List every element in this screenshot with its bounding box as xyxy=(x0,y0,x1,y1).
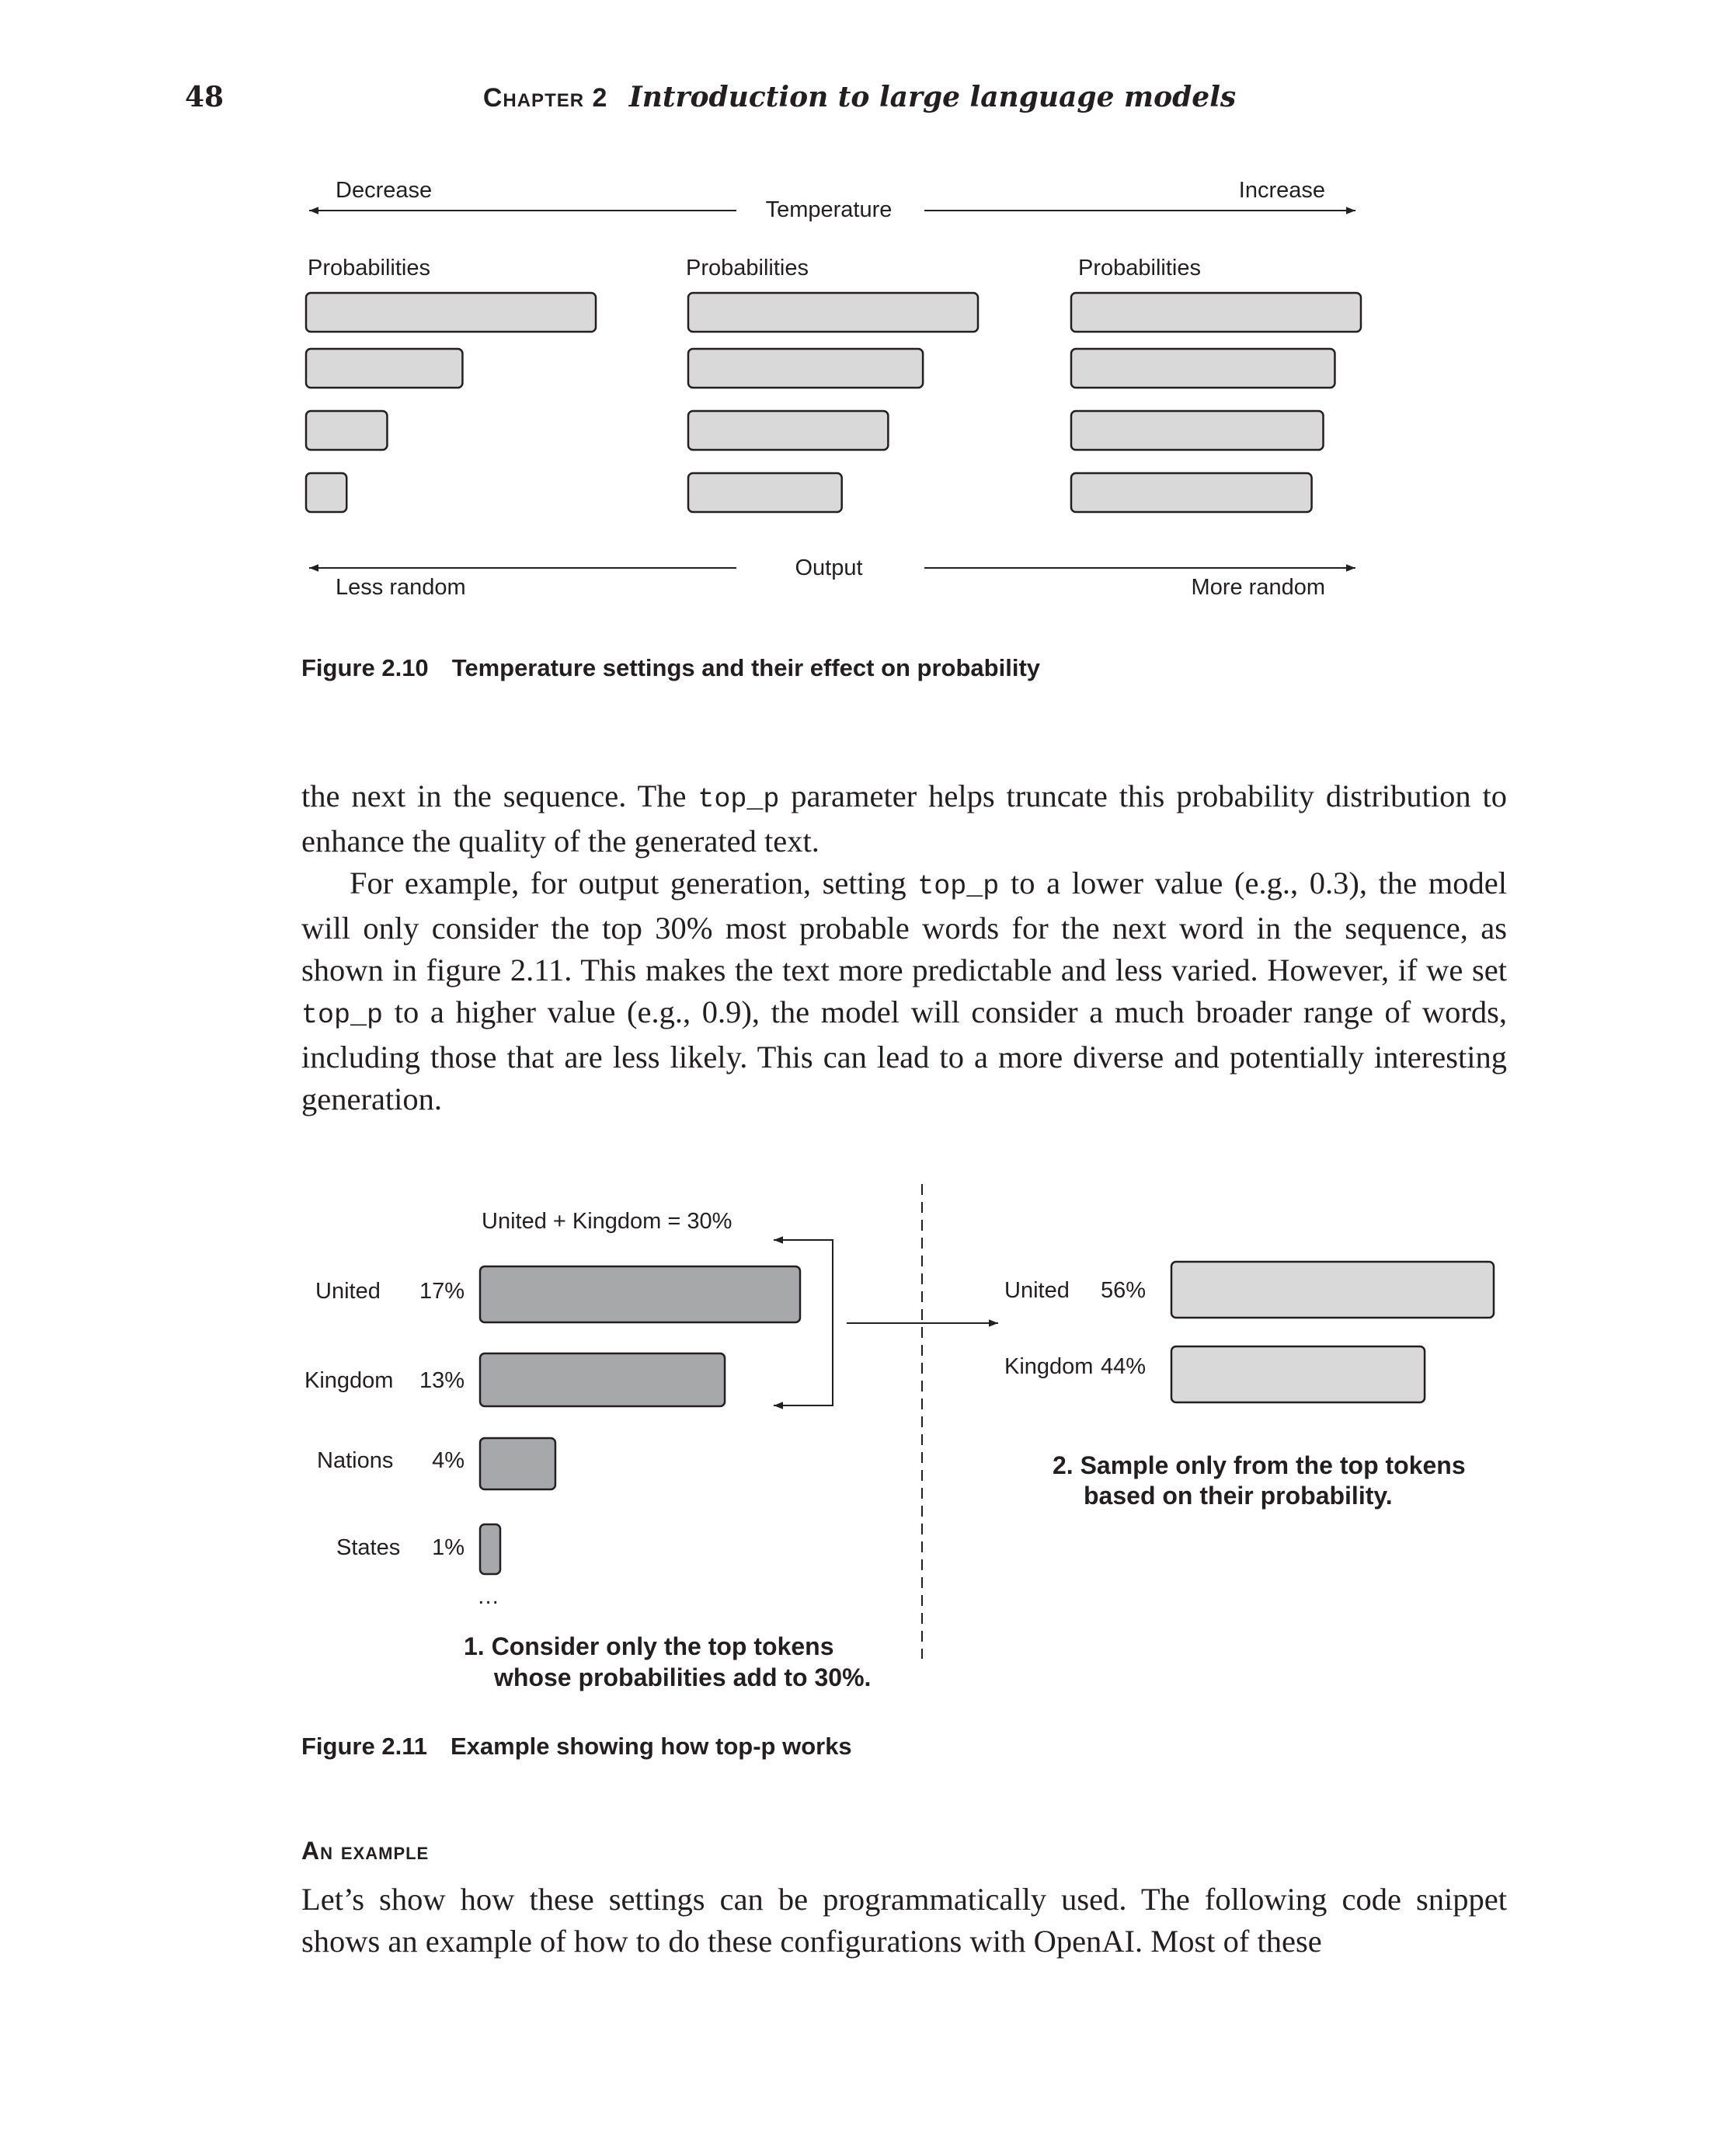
probability-bar-panel-1-row-3 xyxy=(306,411,387,450)
paragraph-1: the next in the sequence. The top_p parameter helps truncate this probability distribution to enhance the quality of the generated text. xyxy=(301,778,1507,859)
page-number: 48 xyxy=(185,81,224,113)
token-pct-nations: 4% xyxy=(432,1448,465,1473)
figure-2-10-caption-text: Temperature settings and their effect on probability xyxy=(451,654,1041,681)
note-2-line-2: based on their probability. xyxy=(1084,1482,1393,1510)
output-label: Output xyxy=(795,556,863,580)
figure-2-10-caption-number: Figure 2.10 xyxy=(301,654,429,681)
probability-bar-panel-3-row-3 xyxy=(1071,411,1324,450)
token-bar-states xyxy=(480,1524,500,1574)
probability-bar-panel-2-row-4 xyxy=(688,473,842,512)
token-label-states: States xyxy=(336,1535,401,1560)
probabilities-label-2: Probabilities xyxy=(686,256,809,280)
increase-label: Increase xyxy=(1238,178,1325,203)
top-p-right-bars xyxy=(1171,1262,1494,1402)
probability-bar-panel-3-row-1 xyxy=(1071,293,1361,332)
body-text-block-2 xyxy=(301,1879,1507,1963)
token-label-kingdom: Kingdom xyxy=(304,1368,394,1393)
ellipsis: … xyxy=(477,1584,499,1609)
right-token-pct-kingdom: 44% xyxy=(1100,1354,1146,1379)
probability-bar-panel-3-row-2 xyxy=(1071,349,1334,388)
probability-bar-panel-2-row-2 xyxy=(688,349,923,388)
temperature-label: Temperature xyxy=(765,197,893,222)
note-1-line-2: whose probabilities add to 30%. xyxy=(494,1663,872,1691)
probability-bar-panel-1-row-2 xyxy=(306,349,462,388)
token-pct-states: 1% xyxy=(432,1535,465,1560)
temperature-bars xyxy=(306,293,1361,512)
probability-bar-panel-1-row-1 xyxy=(306,293,596,332)
figure-2-10-caption xyxy=(301,654,1040,682)
right-token-label-kingdom: Kingdom xyxy=(1004,1354,1094,1379)
figure-2-11 xyxy=(304,1184,1494,1691)
figure-2-11-caption-number: Figure 2.11 xyxy=(301,1733,427,1760)
note-2-line-1: 2. Sample only from the top tokens xyxy=(1053,1451,1466,1479)
token-label-united: United xyxy=(315,1279,381,1304)
probability-bar-panel-1-row-4 xyxy=(306,473,346,512)
chapter-title: Introduction to large language models xyxy=(628,81,1237,113)
body-text-block-1 xyxy=(301,775,1507,1120)
token-bar-nations xyxy=(480,1438,555,1489)
code-top-p: top_p xyxy=(698,784,780,815)
sum-label: United + Kingdom = 30% xyxy=(482,1209,732,1234)
probability-bar-panel-3-row-4 xyxy=(1071,473,1312,512)
token-pct-united: 17% xyxy=(419,1279,465,1304)
code-top-p: top_p xyxy=(917,871,1000,902)
renormalized-bar-united xyxy=(1171,1262,1494,1318)
more-random-label: More random xyxy=(1191,575,1325,600)
token-bar-united xyxy=(480,1266,800,1322)
probability-bar-panel-2-row-1 xyxy=(688,293,978,332)
paragraph-2: For example, for output generation, setting top_p to a lower value (e.g., 0.3), the model will only consider the top 30% most probable words for the next word in the sequence, as shown in figure 2.11. This makes the text more predictable and less varied. However, if we set top_p to a higher value (e.g., 0.9), the model will consider a much broader range of words, including those that are less likely. This can lead to a more diverse and potentially interesting generation. xyxy=(301,866,1507,1116)
decrease-label: Decrease xyxy=(336,178,433,203)
probabilities-label-1: Probabilities xyxy=(308,256,430,280)
code-top-p: top_p xyxy=(301,1000,384,1031)
figure-2-10 xyxy=(306,178,1361,600)
probabilities-label-3: Probabilities xyxy=(1078,256,1201,280)
token-pct-kingdom: 13% xyxy=(419,1368,465,1393)
figure-2-11-caption xyxy=(301,1733,852,1761)
right-token-label-united: United xyxy=(1004,1278,1070,1303)
renormalized-bar-kingdom xyxy=(1171,1346,1425,1402)
less-random-label: Less random xyxy=(336,575,466,600)
token-label-nations: Nations xyxy=(317,1448,394,1473)
token-bar-kingdom xyxy=(480,1353,725,1406)
note-1-line-1: 1. Consider only the top tokens xyxy=(464,1632,834,1660)
section-heading: An example xyxy=(301,1837,430,1865)
right-token-pct-united: 56% xyxy=(1100,1278,1146,1303)
probability-bar-panel-2-row-3 xyxy=(688,411,888,450)
chapter-label: Chapter 2 xyxy=(482,83,608,113)
paragraph-3: Let’s show how these settings can be programmatically used. The following code snippet shows an example of how to do these configurations with OpenAI. Most of these xyxy=(301,1882,1507,1959)
top-p-left-bars xyxy=(480,1266,800,1574)
figure-2-11-caption-text: Example showing how top-p works xyxy=(450,1733,852,1760)
